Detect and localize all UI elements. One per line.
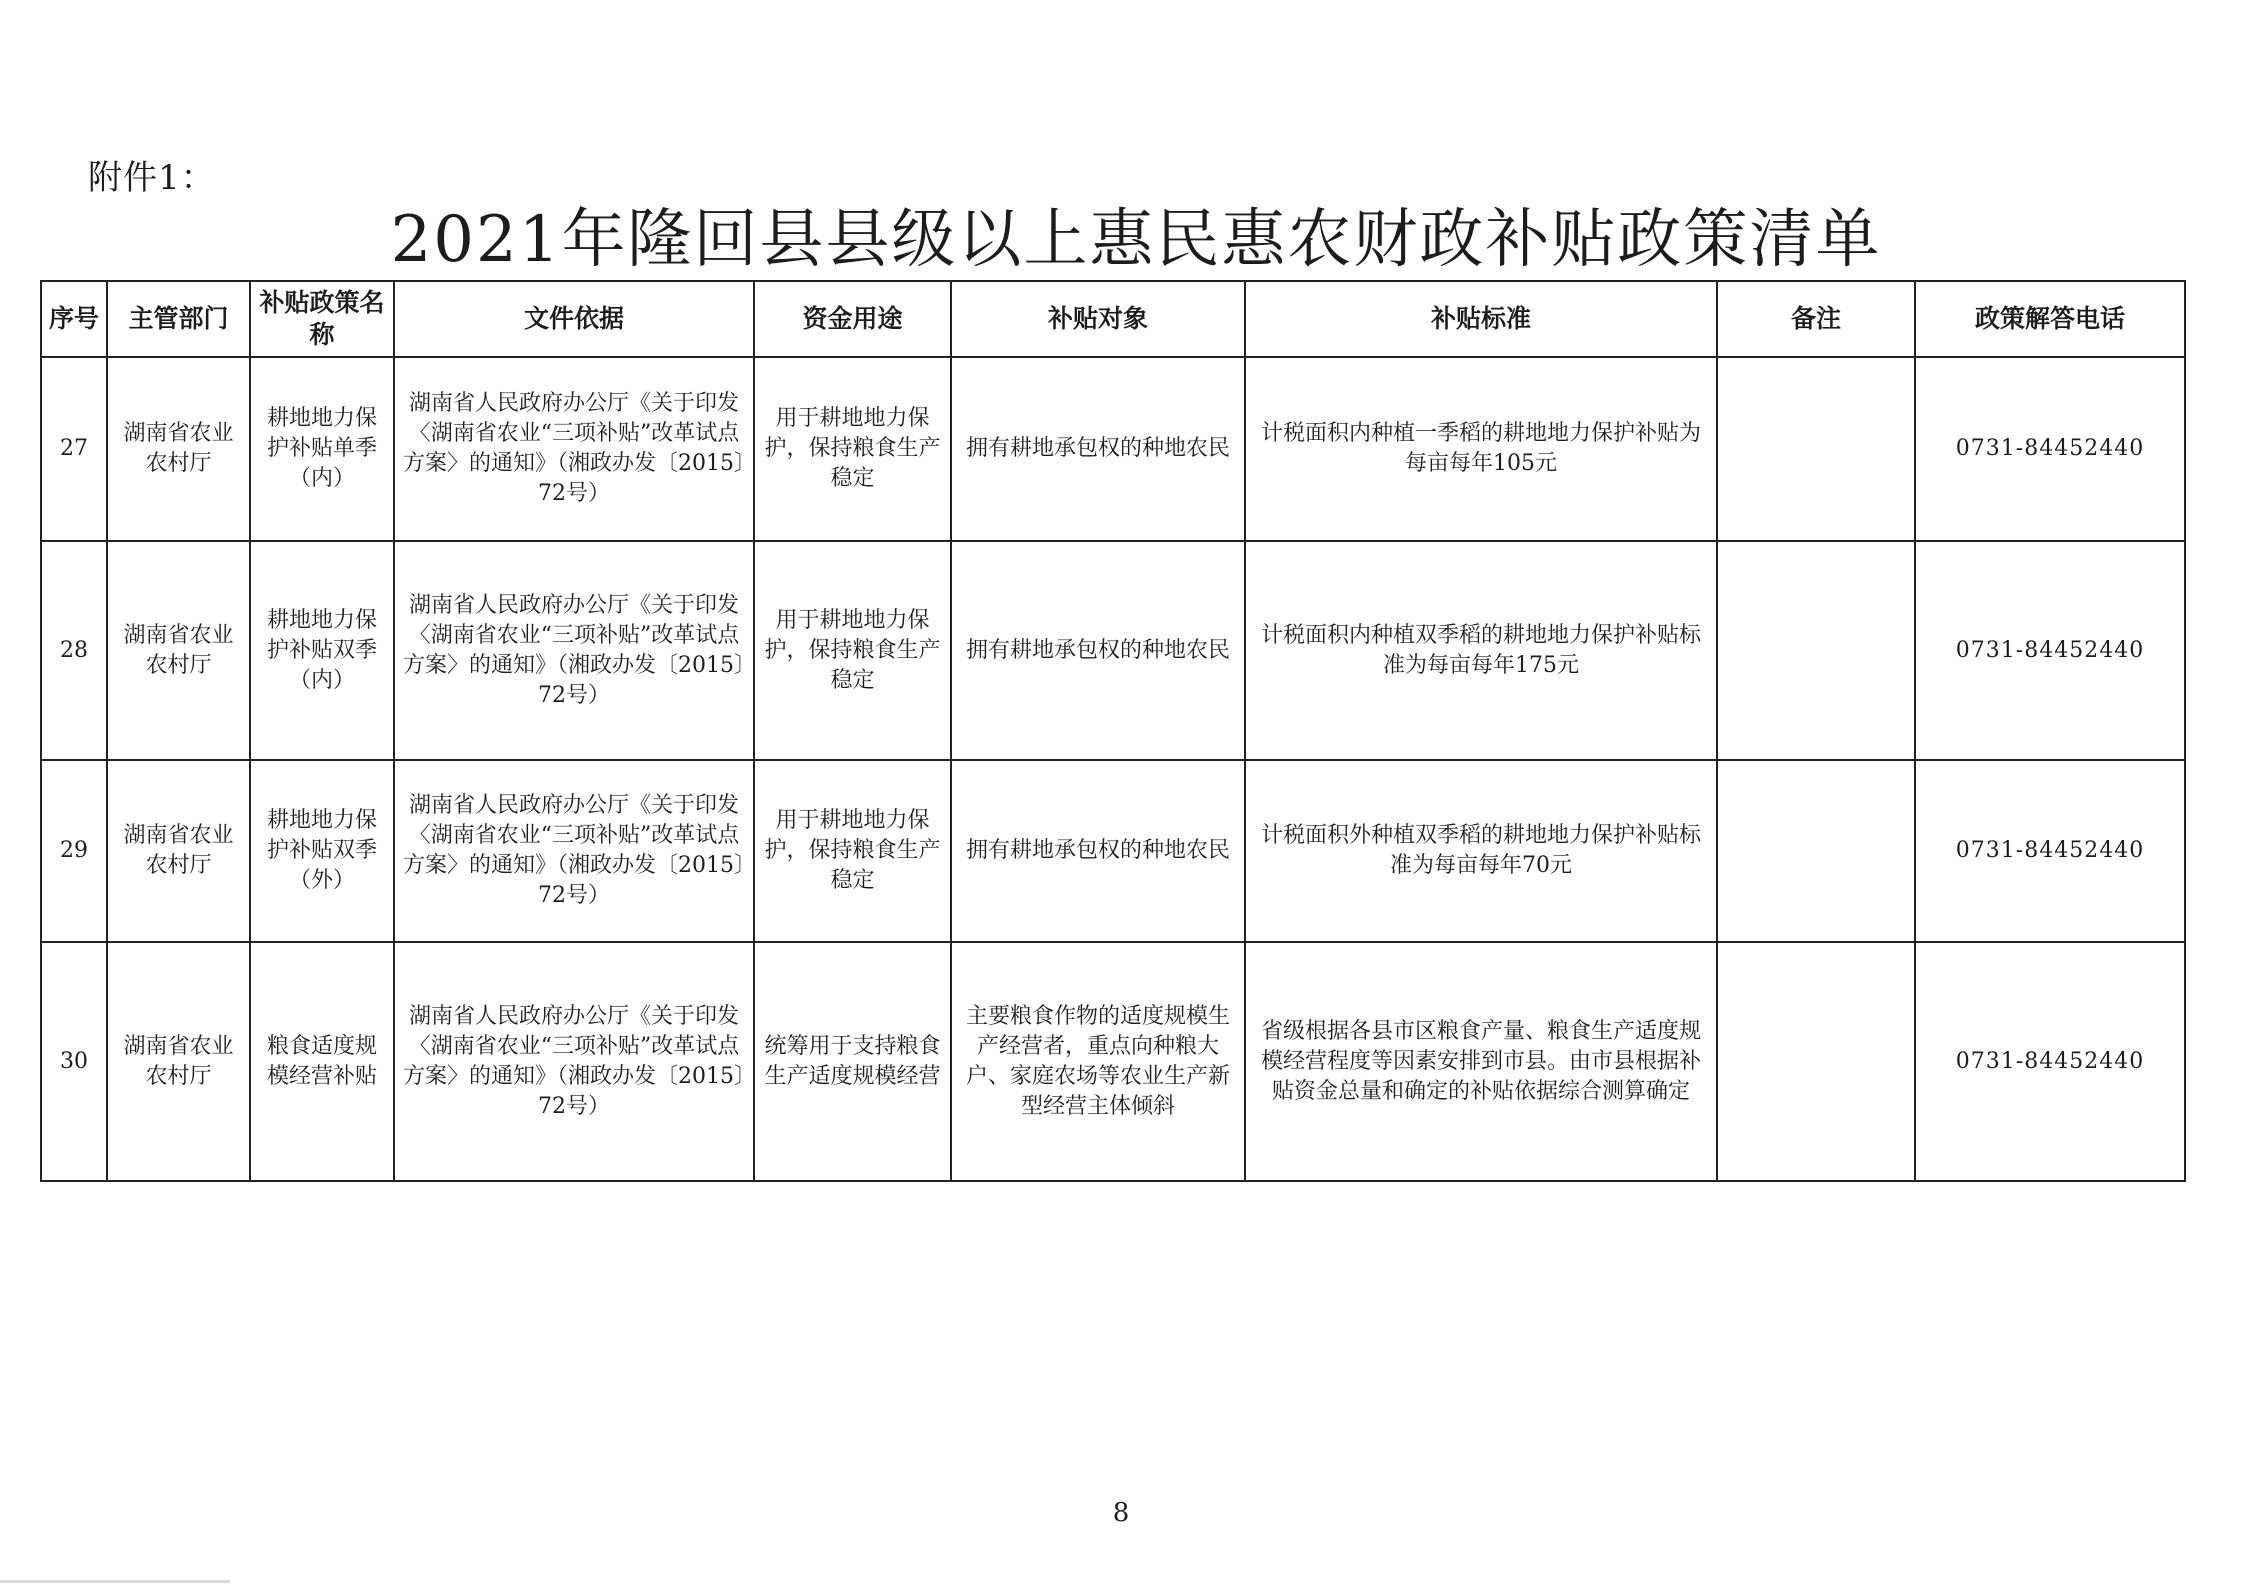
row-no: 29 xyxy=(41,760,107,942)
page-title: 2021年隆回县县级以上惠民惠农财政补贴政策清单 xyxy=(390,203,1882,277)
row-phone: 0731-84452440 xyxy=(1915,942,2185,1181)
row-phone: 0731-84452440 xyxy=(1915,357,2185,541)
header-policy-name: 补贴政策名称 xyxy=(250,281,394,357)
header-basis: 文件依据 xyxy=(394,281,754,357)
row-basis: 湖南省人民政府办公厅《关于印发〈湖南省农业“三项补贴”改革试点方案〉的通知》（湘政办发〔2015〕72号） xyxy=(394,942,754,1181)
header-use: 资金用途 xyxy=(754,281,951,357)
row-no: 30 xyxy=(41,942,107,1181)
row-dept: 湖南省农业农村厅 xyxy=(107,760,250,942)
attachment-label: 附件1： xyxy=(88,158,216,198)
page-number: 8 xyxy=(1112,1498,1130,1528)
row-standard: 计税面积外种植双季稻的耕地地力保护补贴标准为每亩每年70元 xyxy=(1245,760,1717,942)
header-standard: 补贴标准 xyxy=(1245,281,1717,357)
header-phone: 政策解答电话 xyxy=(1915,281,2185,357)
table-row xyxy=(41,541,2185,760)
row-use: 统筹用于支持粮食生产适度规模经营 xyxy=(754,942,951,1181)
row-dept: 湖南省农业农村厅 xyxy=(107,357,250,541)
row-standard: 计税面积内种植一季稻的耕地地力保护补贴为每亩每年105元 xyxy=(1245,357,1717,541)
header-note: 备注 xyxy=(1717,281,1915,357)
row-note xyxy=(1717,760,1915,942)
row-policy-name: 耕地地力保护补贴单季（内） xyxy=(250,357,394,541)
row-standard: 省级根据各县市区粮食产量、粮食生产适度规模经营程度等因素安排到市县。由市县根据补贴资金总量和确定的补贴依据综合测算确定 xyxy=(1245,942,1717,1181)
scan-edge-divider xyxy=(0,1580,230,1583)
row-use: 用于耕地地力保护，保持粮食生产稳定 xyxy=(754,357,951,541)
table-row xyxy=(41,942,2185,1181)
policy-table xyxy=(40,280,2186,1182)
header-dept: 主管部门 xyxy=(107,281,250,357)
table-header-row xyxy=(41,281,2185,357)
row-no: 27 xyxy=(41,357,107,541)
row-use: 用于耕地地力保护，保持粮食生产稳定 xyxy=(754,541,951,760)
row-target: 拥有耕地承包权的种地农民 xyxy=(951,760,1245,942)
header-no: 序号 xyxy=(41,281,107,357)
row-target: 主要粮食作物的适度规模生产经营者，重点向种粮大户、家庭农场等农业生产新型经营主体倾斜 xyxy=(951,942,1245,1181)
row-phone: 0731-84452440 xyxy=(1915,760,2185,942)
row-basis: 湖南省人民政府办公厅《关于印发〈湖南省农业“三项补贴”改革试点方案〉的通知》（湘政办发〔2015〕72号） xyxy=(394,760,754,942)
row-use: 用于耕地地力保护，保持粮食生产稳定 xyxy=(754,760,951,942)
row-no: 28 xyxy=(41,541,107,760)
row-basis: 湖南省人民政府办公厅《关于印发〈湖南省农业“三项补贴”改革试点方案〉的通知》（湘政办发〔2015〕72号） xyxy=(394,357,754,541)
row-policy-name: 耕地地力保护补贴双季（内） xyxy=(250,541,394,760)
row-standard: 计税面积内种植双季稻的耕地地力保护补贴标准为每亩每年175元 xyxy=(1245,541,1717,760)
row-policy-name: 粮食适度规模经营补贴 xyxy=(250,942,394,1181)
row-target: 拥有耕地承包权的种地农民 xyxy=(951,357,1245,541)
row-phone: 0731-84452440 xyxy=(1915,541,2185,760)
row-basis: 湖南省人民政府办公厅《关于印发〈湖南省农业“三项补贴”改革试点方案〉的通知》（湘政办发〔2015〕72号） xyxy=(394,541,754,760)
table-row xyxy=(41,357,2185,541)
row-note xyxy=(1717,357,1915,541)
row-policy-name: 耕地地力保护补贴双季（外） xyxy=(250,760,394,942)
table-row xyxy=(41,760,2185,942)
row-dept: 湖南省农业农村厅 xyxy=(107,942,250,1181)
header-target: 补贴对象 xyxy=(951,281,1245,357)
row-target: 拥有耕地承包权的种地农民 xyxy=(951,541,1245,760)
row-dept: 湖南省农业农村厅 xyxy=(107,541,250,760)
row-note xyxy=(1717,942,1915,1181)
row-note xyxy=(1717,541,1915,760)
